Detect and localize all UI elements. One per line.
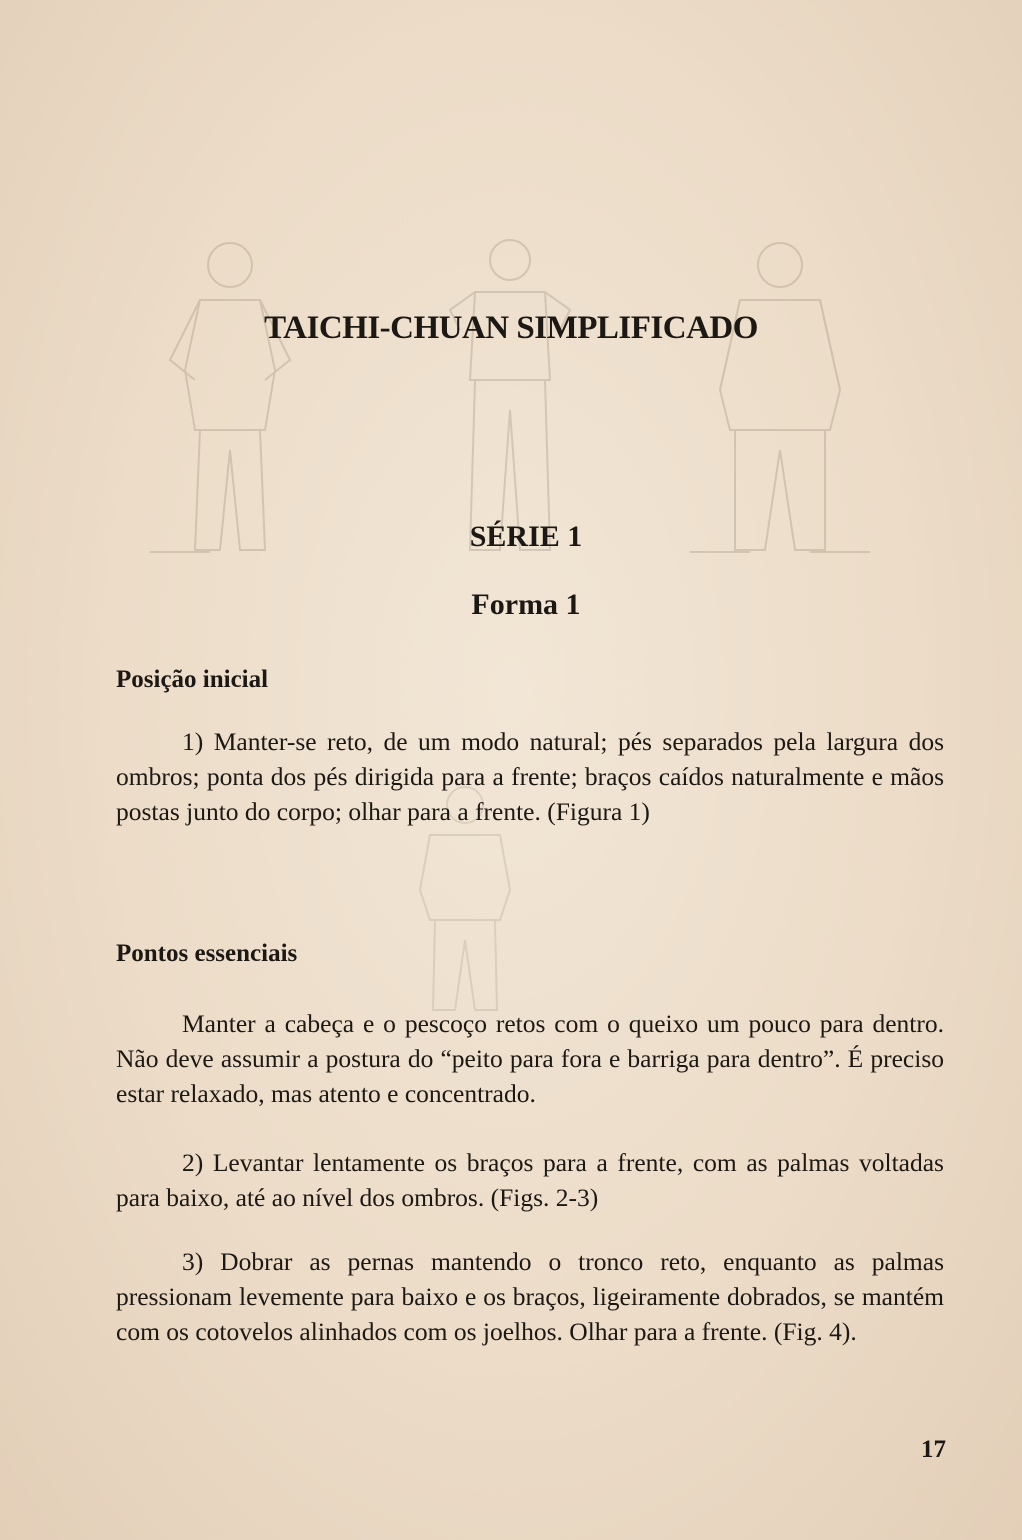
essential-points-heading: Pontos essenciais: [116, 940, 298, 967]
series-heading: SÉRIE 1: [469, 520, 583, 553]
initial-position-heading: Posição inicial: [116, 666, 269, 693]
step-1-paragraph: 1) Manter-se reto, de um modo natural; pés separados pela largura dos ombros; ponta dos pés dirigida para a frente; braços caídos naturalmente e mãos postas junto do corpo; olhar para a frente. (Figura 1): [116, 727, 944, 826]
step-3-paragraph: 3) Dobrar as pernas mantendo o tronco reto, enquanto as palmas pressionam levemente para baixo e os braços, ligeiramente dobrados, se mantém com os cotovelos alinhados com os joelhos. Olhar para a frente. (Fig. 4).: [116, 1247, 944, 1346]
page-title: TAICHI-CHUAN SIMPLIFICADO: [264, 310, 758, 346]
step-2-paragraph: 2) Levantar lentamente os braços para a frente, com as palmas voltadas para baixo, até ao nível dos ombros. (Figs. 2-3): [116, 1148, 944, 1212]
form-heading: Forma 1: [471, 588, 581, 621]
page-number: 17: [921, 1436, 946, 1463]
essential-points-paragraph: Manter a cabeça e o pescoço retos com o queixo um pouco para dentro. Não deve assumir a postura do “peito para fora e barriga para dentro”. É preciso estar relaxado, mas atento e concentrado.: [116, 1009, 944, 1108]
